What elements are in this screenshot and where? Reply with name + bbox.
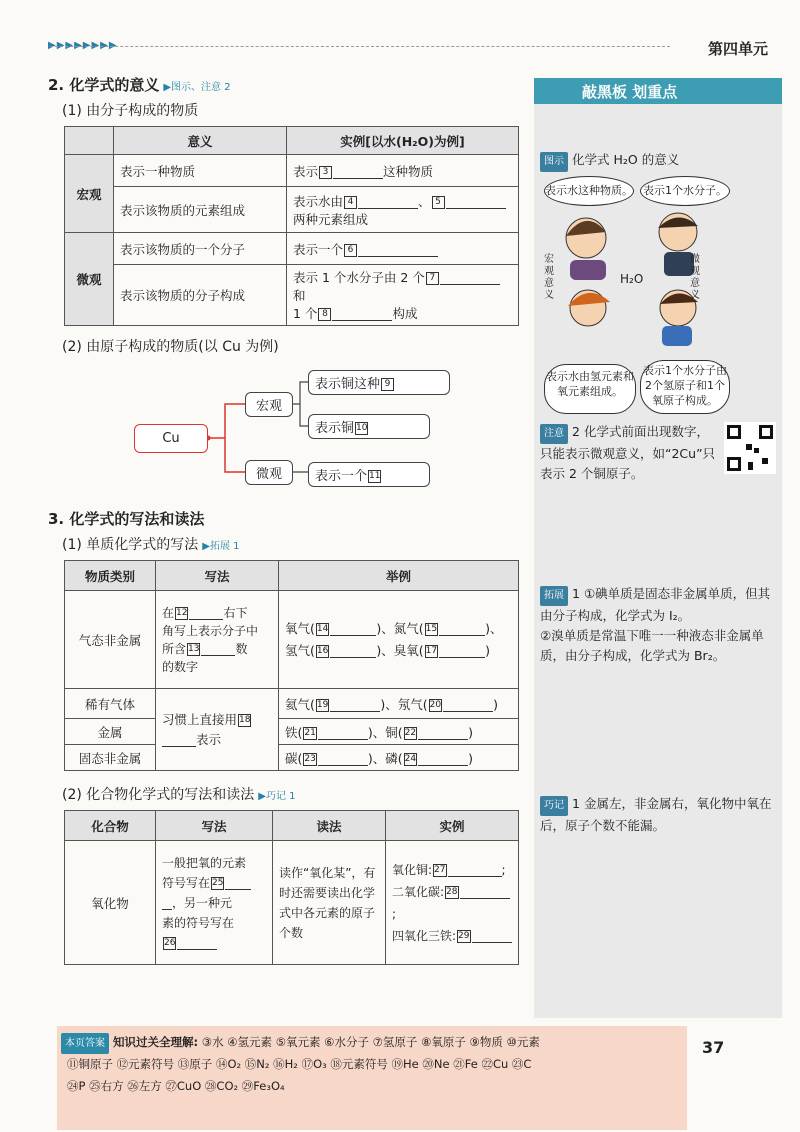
- tip-1: 巧记 1 金属左，非金属右，氧化物中氧在后，原子个数不能漏。: [540, 796, 772, 833]
- compound-table: 化合物 写法 读法 实例 氧化物 一般把氧的元素 符号写在 25 ，另一种元 素的符号写在 26 读作“氧化某”，有时还需要读出化学式中各元素的原子个数 氧化铜: 27 ; 二氧化碳: 28; 四氧化三铁: 29: [64, 810, 519, 965]
- r1-example: 表示 3 这种物质: [287, 155, 519, 187]
- cu-node: Cu: [134, 424, 208, 453]
- oxide-examples: 氧化铜: 27 ; 二氧化碳: 28; 四氧化三铁: 29: [386, 841, 519, 965]
- micro-vertical: 微观意义: [690, 254, 700, 301]
- sidebar-header: 敲黑板 划重点: [534, 78, 782, 104]
- fig-caption: 图示 化学式 H₂O 的意义: [540, 150, 679, 172]
- oxide-label: 氧化物: [65, 841, 156, 965]
- oxide-rule: 一般把氧的元素 符号写在 25 ，另一种元 素的符号写在 26: [156, 841, 273, 965]
- header-divider: [50, 46, 670, 47]
- gas-rule: 在 12 右下 角写上表示分子中 所含 13 数 的数字: [156, 591, 279, 689]
- th-example: 实例[以水(H₂O)为例]: [287, 127, 519, 155]
- r2-meaning: 表示该物质的元素组成: [114, 187, 287, 233]
- answers-line-1: 本页答案 知识过关全理解: ③水 ④氢元素 ⑤氧元素 ⑥水分子 ⑦氢原子 ⑧氧原子 ⑨物质 ⑩元素: [61, 1032, 540, 1054]
- r1-meaning: 表示一种物质: [114, 155, 287, 187]
- sec3-title: 3. 化学式的写法和读法: [48, 510, 205, 528]
- note-2: 注意 2 化学式前面出现数字，只能表示微观意义，如“2Cu”只表示 2 个铜原子。: [540, 424, 716, 481]
- r4-example: 表示 1 个水分子由 2 个 7和 1 个 8 构成: [287, 265, 519, 326]
- answers-line-2: ⑪铜原子 ⑫元素符号 ⑬原子 ⑭O₂ ⑮N₂ ⑯H₂ ⑰O₃ ⑱元素符号 ⑲He ⑳Ne ㉑Fe ㉒Cu ㉓C: [67, 1057, 532, 1071]
- r3-example: 表示一个 6: [287, 233, 519, 265]
- molecule-table: [64, 126, 519, 326]
- oxide-reading: 读作“氧化某”，有时还需要读出化学式中各元素的原子个数: [273, 841, 386, 965]
- micro-label: 微观: [65, 233, 114, 326]
- macro-node: 宏观: [245, 392, 293, 417]
- macro-label: 宏观: [65, 155, 114, 233]
- ext-1: 拓展 1 ①碘单质是固态非金属单质，但其由分子构成，化学式为 I₂。 ②溴单质是常温下唯一一种液态非金属单质，由分子构成，化学式为 Br₂。: [540, 586, 771, 663]
- page-number: 37: [702, 1038, 725, 1057]
- direct-rule: 习惯上直接用 18 表示: [156, 689, 279, 771]
- gas-examples: 氧气( 14 )、氮气( 15 )、 氢气( 16 )、臭氧( 17 ): [279, 591, 519, 689]
- element-table: 物质类别 写法 举例 气态非金属 在 12 右下 角写上表示分子中 所含 13 数 的数字 氧气( 14 )、氮气( 15 )、 氢气( 16 )、臭氧( 17 ) 稀有气体 习惯上直接用 18 表示 氦气( 19 )、氖气( 20 ) 金属 铁( 21 )、铜( 22 ) 固态非金属 碳( 23 )、磷( 24 ): [64, 560, 519, 771]
- unit-title: 第四单元: [707, 40, 768, 58]
- qr-code[interactable]: [724, 422, 776, 474]
- gas-label: 气态非金属: [65, 591, 156, 689]
- bubble-3: 表示水由氢元素和氧元素组成。: [544, 364, 636, 414]
- node-substance: 表示铜这种 9: [308, 370, 450, 395]
- sec3-sub1: (1) 单质化学式的写法 ▶拓展 1: [62, 537, 240, 553]
- r4-meaning: 表示该物质的分子构成: [114, 265, 287, 326]
- h2o-label: H₂O: [620, 272, 644, 286]
- sec2-sub1: (1) 由分子构成的物质: [62, 103, 199, 119]
- macro-vertical: 宏观意义: [544, 254, 554, 301]
- sec3-sub2: (2) 化合物化学式的写法和读法 ▶巧记 1: [62, 787, 296, 803]
- node-element: 表示铜 10: [308, 414, 430, 439]
- answer-box: [57, 1026, 687, 1130]
- bubble-4: 表示1个水分子由2个氢原子和1个氧原子构成。: [640, 360, 730, 414]
- node-atom: 表示一个 11: [308, 462, 430, 487]
- bubble-1: 表示水这种物质。: [544, 176, 634, 206]
- answers-line-3: ㉔P ㉕右方 ㉖左方 ㉗CuO ㉘CO₂ ㉙Fe₃O₄: [67, 1079, 285, 1093]
- bubble-2: 表示1个水分子。: [640, 176, 730, 206]
- header-arrows: ▶▶▶▶▶▶▶▶: [48, 40, 118, 51]
- micro-node: 微观: [245, 460, 293, 485]
- r3-meaning: 表示该物质的一个分子: [114, 233, 287, 265]
- sec2-sub2: (2) 由原子构成的物质(以 Cu 为例): [62, 339, 279, 355]
- r2-example: 表示水由 4 、 5两种元素组成: [287, 187, 519, 233]
- sec2-title: 2. 化学式的意义 ▶图示、注意 2: [48, 76, 231, 94]
- th-meaning: 意义: [114, 127, 287, 155]
